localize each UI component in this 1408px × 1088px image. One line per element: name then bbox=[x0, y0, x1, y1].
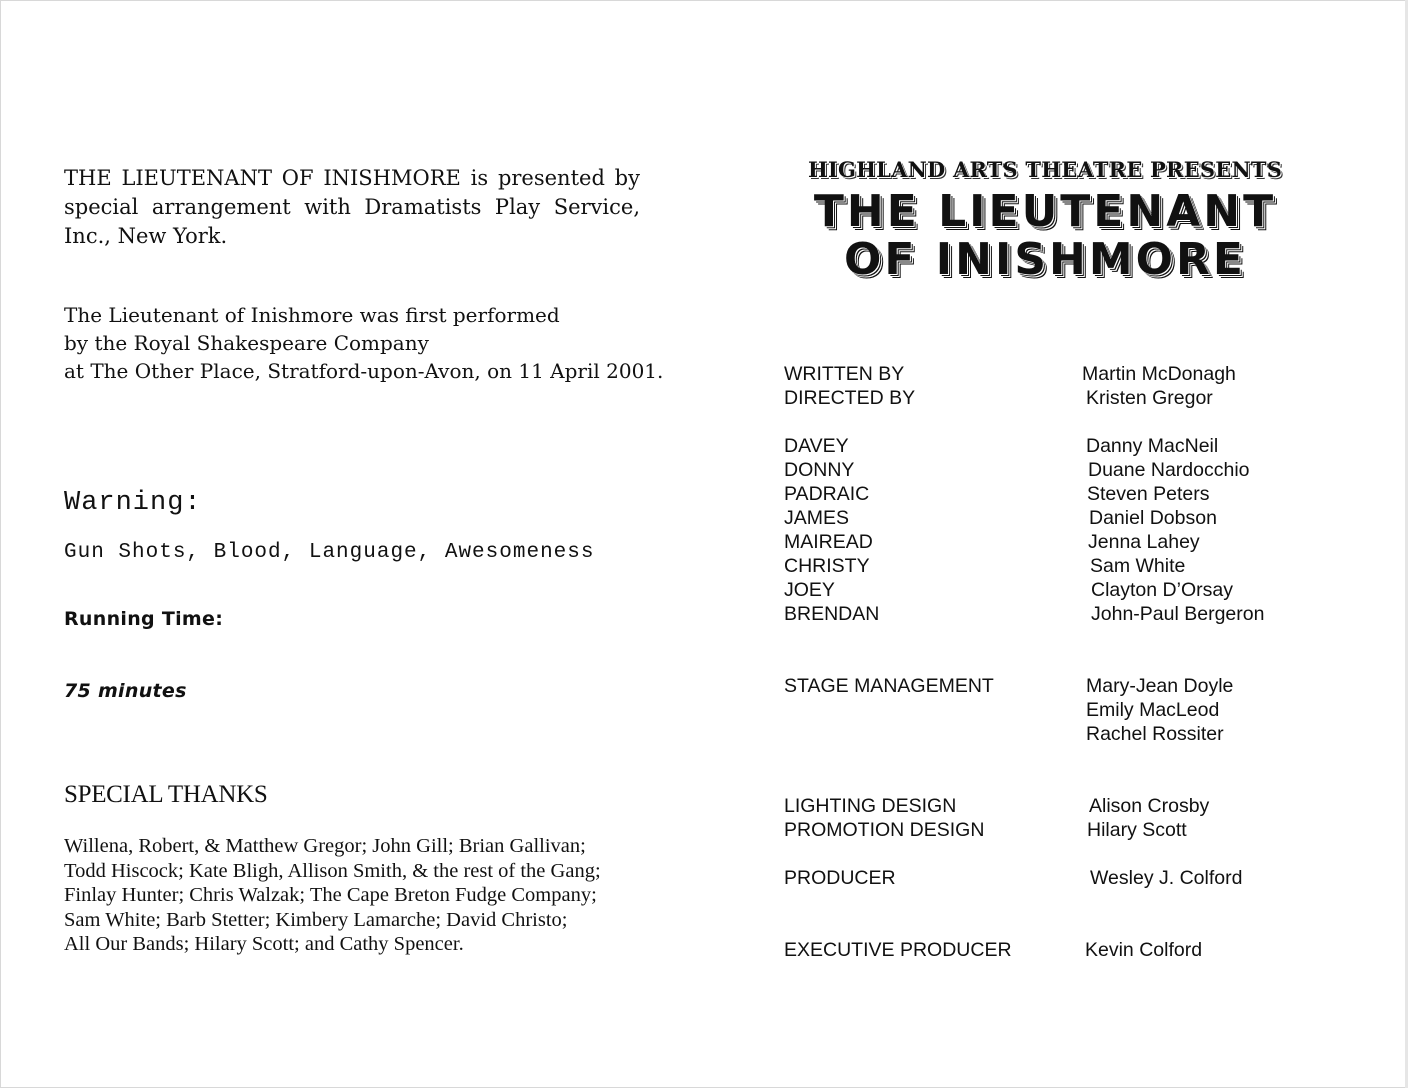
credit-role: PADRAIC bbox=[784, 483, 870, 505]
credit-name: Sam White bbox=[1090, 555, 1186, 577]
arrangement-note: THE LIEUTENANT OF INISHMORE is presented by special arrangement with Dramatists Play Service, Inc., New York. bbox=[64, 166, 640, 248]
credit-name: Clayton D’Orsay bbox=[1091, 579, 1233, 601]
credit-name: Kristen Gregor bbox=[1086, 387, 1213, 409]
credit-role: LIGHTING DESIGN bbox=[784, 795, 957, 817]
credit-role: JOEY bbox=[784, 579, 835, 601]
credit-role: PROMOTION DESIGN bbox=[784, 819, 985, 841]
credit-name: Jenna Lahey bbox=[1088, 531, 1200, 553]
credit-name: Hilary Scott bbox=[1087, 819, 1187, 841]
credit-role: MAIREAD bbox=[784, 531, 873, 553]
credit-role: CHRISTY bbox=[784, 555, 870, 577]
premiere-line: by the Royal Shakespeare Company bbox=[64, 331, 429, 355]
running-time-label: Running Time: bbox=[64, 608, 224, 630]
play-title-line: THE LIEUTENANT bbox=[813, 186, 1277, 237]
credit-role: WRITTEN BY bbox=[784, 363, 905, 385]
credit-name: John-Paul Bergeron bbox=[1091, 603, 1265, 625]
credit-name: Steven Peters bbox=[1087, 483, 1210, 505]
credit-role: JAMES bbox=[784, 507, 850, 529]
credit-role: BRENDAN bbox=[784, 603, 880, 625]
warning-text: Gun Shots, Blood, Language, Awesomeness bbox=[64, 541, 595, 564]
presenter-line: HIGHLAND ARTS THEATRE PRESENTS bbox=[807, 157, 1283, 182]
credit-role: DAVEY bbox=[784, 435, 849, 457]
thanks-line: Willena, Robert, & Matthew Gregor; John Gill; Brian Gallivan; bbox=[64, 835, 586, 857]
credit-name: Emily MacLeod bbox=[1086, 699, 1220, 721]
special-thanks-heading: SPECIAL THANKS bbox=[64, 781, 268, 808]
thanks-line: Todd Hiscock; Kate Bligh, Allison Smith, & the rest of the Gang; bbox=[64, 859, 601, 882]
special-thanks-list bbox=[64, 834, 601, 957]
credit-role: PRODUCER bbox=[784, 867, 896, 889]
running-time-value: 75 minutes bbox=[64, 680, 187, 702]
play-title-line: OF INISHMORE bbox=[844, 234, 1246, 285]
thanks-line: Sam White; Barb Stetter; Kimbery Lamarche; David Christo; bbox=[64, 908, 568, 931]
credit-name: Wesley J. Colford bbox=[1090, 867, 1243, 889]
credit-name: Daniel Dobson bbox=[1089, 507, 1217, 529]
credit-name: Duane Nardocchio bbox=[1088, 459, 1250, 481]
play-title bbox=[760, 188, 1330, 284]
premiere-line: at The Other Place, Stratford-upon-Avon, on 11 April 2001. bbox=[64, 359, 664, 383]
thanks-line: All Our Bands; Hilary Scott; and Cathy Spencer. bbox=[64, 933, 464, 955]
credit-name: Rachel Rossiter bbox=[1086, 723, 1224, 745]
credit-role: EXECUTIVE PRODUCER bbox=[784, 939, 1012, 961]
credit-name: Kevin Colford bbox=[1085, 939, 1203, 961]
thanks-line: Finlay Hunter; Chris Walzak; The Cape Breton Fudge Company; bbox=[64, 884, 597, 906]
credit-name: Alison Crosby bbox=[1089, 795, 1210, 817]
credit-role: STAGE MANAGEMENT bbox=[784, 675, 994, 697]
premiere-note bbox=[64, 301, 663, 385]
credit-name: Martin McDonagh bbox=[1082, 363, 1236, 385]
premiere-line: The Lieutenant of Inishmore was first performed bbox=[64, 303, 560, 327]
credit-role: DIRECTED BY bbox=[784, 387, 916, 409]
left-panel bbox=[64, 164, 664, 955]
credit-role: DONNY bbox=[784, 459, 855, 481]
credit-name: Mary-Jean Doyle bbox=[1086, 675, 1234, 697]
warning-heading: Warning: bbox=[64, 488, 202, 518]
credit-name: Danny MacNeil bbox=[1086, 435, 1219, 457]
